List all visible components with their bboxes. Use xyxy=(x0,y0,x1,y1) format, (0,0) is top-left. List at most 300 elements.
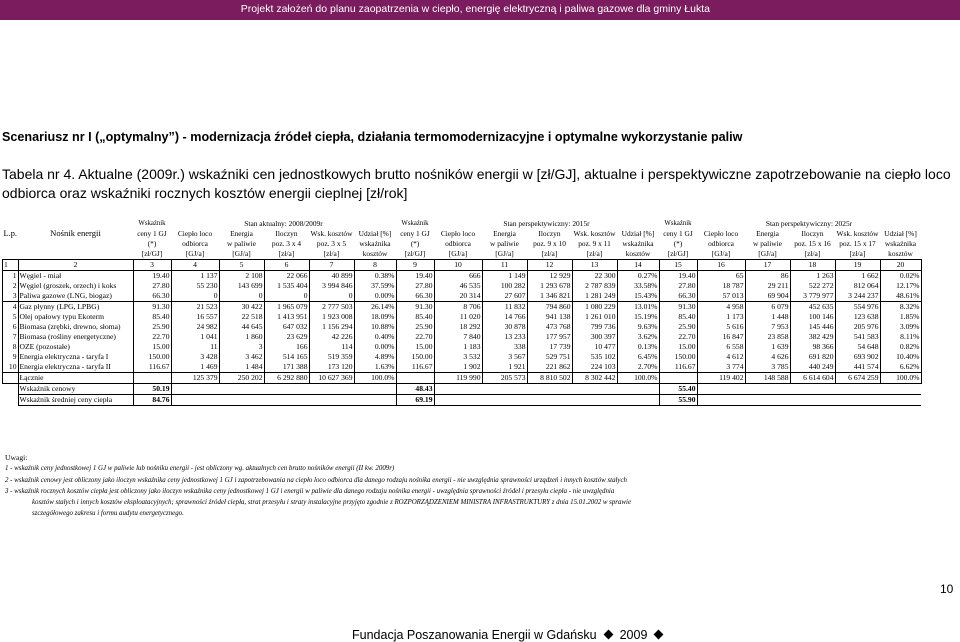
cell: 1 261 010 xyxy=(572,312,617,322)
cell: 21 523 xyxy=(171,302,219,313)
cell: 1 413 951 xyxy=(264,312,309,322)
cell: 3 994 846 xyxy=(309,281,354,291)
cell: 812 064 xyxy=(835,281,880,291)
cell: 1 535 404 xyxy=(264,281,309,291)
cell: 3 462 xyxy=(219,352,264,362)
cell: 145 446 xyxy=(790,322,835,332)
cell: 441 574 xyxy=(835,362,880,373)
row-name: Biomasa (zrębki, drewno, słoma) xyxy=(18,322,133,332)
cell: 1 137 xyxy=(171,271,219,282)
cell: 13 233 xyxy=(482,332,527,342)
cell: 1 156 294 xyxy=(309,322,354,332)
cell: 100.0% xyxy=(354,373,396,384)
column-number: 1 xyxy=(3,260,19,271)
cell: 116.67 xyxy=(133,362,171,373)
footer-org: Fundacja Poszanowania Energii w Gdańsku xyxy=(352,628,597,642)
cell: 8.11% xyxy=(880,332,921,342)
cell: 27 607 xyxy=(482,291,527,302)
cell: 1 346 821 xyxy=(527,291,572,302)
cell: 123 638 xyxy=(835,312,880,322)
table-body xyxy=(3,271,922,373)
row-lp: 3 xyxy=(3,291,19,302)
cell: 205 573 xyxy=(482,373,527,384)
row-lp: 10 xyxy=(3,362,19,373)
column-number-row xyxy=(3,260,922,271)
cell: 65 xyxy=(697,271,745,282)
cell: 1 149 xyxy=(482,271,527,282)
cell: 1 965 079 xyxy=(264,302,309,313)
cell: 1 860 xyxy=(219,332,264,342)
cell: 693 902 xyxy=(835,352,880,362)
row-lp: 8 xyxy=(3,342,19,352)
row-lp: 7 xyxy=(3,332,19,342)
table-row xyxy=(3,302,922,313)
cell: 23 629 xyxy=(264,332,309,342)
cell: 1 173 xyxy=(697,312,745,322)
cell: 114 xyxy=(309,342,354,352)
cell: 6 292 880 xyxy=(264,373,309,384)
sub-header: w paliwie xyxy=(227,239,256,249)
cell: 100 282 xyxy=(482,281,527,291)
cell: 85.40 xyxy=(396,312,434,322)
wskaznik-sredni-row xyxy=(3,395,922,406)
cell: 1 041 xyxy=(171,332,219,342)
footer-year: 2009 xyxy=(619,628,648,642)
sub-header: poz. 15 x 17 xyxy=(839,239,876,249)
column-number: 5 xyxy=(219,260,264,271)
cell: 19.40 xyxy=(396,271,434,282)
filler xyxy=(697,395,921,406)
group-2015: Stan perspektywiczny: 2015r xyxy=(503,219,590,229)
cell: 691 820 xyxy=(790,352,835,362)
cell: 85.40 xyxy=(133,312,171,322)
wskaznik-cenowy-row-value: 55.40 xyxy=(659,384,697,395)
cell: 22.70 xyxy=(659,332,697,342)
table-caption: Tabela nr 4. Aktualne (2009r.) wskaźniki cen jednostkowych brutto nośników energii w [zł/GJ], aktualne i perspektywiczne zapotrzebowanie na ciepło loco odbiorca oraz wskaźniki rocznych kosztów energii cieplnej [zł/rok] xyxy=(2,166,951,201)
cell: 9.63% xyxy=(617,322,659,332)
row-lp: 1 xyxy=(3,271,19,282)
cell: 25.90 xyxy=(133,322,171,332)
cell: 91.30 xyxy=(133,302,171,313)
sub-header: Ciepło loco xyxy=(703,229,739,239)
wskaznik-sredni-row-value: 69.19 xyxy=(396,395,434,406)
note-3-cont: szczegółowego zakresu i formu audytu energetycznego. xyxy=(32,510,184,518)
cell: 40 899 xyxy=(309,271,354,282)
cell: 0 xyxy=(264,291,309,302)
sub-header: wskaźnika xyxy=(884,239,917,249)
cell: 100.0% xyxy=(617,373,659,384)
table-row xyxy=(3,342,922,352)
sub-header: (*) xyxy=(147,239,157,249)
wskaznik-cenowy-row-label: Wskaźnik cenowy xyxy=(18,384,133,395)
cell: 0 xyxy=(309,291,354,302)
sub-header: [GJ/a] xyxy=(758,249,777,259)
cell: 8 706 xyxy=(434,302,482,313)
cell: 1.63% xyxy=(354,362,396,373)
cell: 18 787 xyxy=(697,281,745,291)
cell: 2.70% xyxy=(617,362,659,373)
row-lp: 4 xyxy=(3,302,19,313)
total-label: Łącznie xyxy=(18,373,133,384)
cell: 42 226 xyxy=(309,332,354,342)
cell: 12.17% xyxy=(880,281,921,291)
sub-header: odbiorca xyxy=(708,239,734,249)
cell: 6 558 xyxy=(697,342,745,352)
sub-header: Wsk. kosztów xyxy=(836,229,879,239)
column-number: 18 xyxy=(790,260,835,271)
wskaznik-label: Wskaźnik xyxy=(401,220,429,228)
cell: 514 165 xyxy=(264,352,309,362)
cell: 0.13% xyxy=(617,342,659,352)
cell: 6 079 xyxy=(745,302,790,313)
sub-header: poz. 9 x 11 xyxy=(578,239,611,249)
cell: 519 359 xyxy=(309,352,354,362)
cell: 1 902 xyxy=(434,362,482,373)
cell: 66.30 xyxy=(133,291,171,302)
column-number: 2 xyxy=(18,260,133,271)
table-row xyxy=(3,332,922,342)
cell: 0 xyxy=(219,291,264,302)
row-name: Energia elektryczna - taryfa I xyxy=(18,352,133,362)
cell: 44 645 xyxy=(219,322,264,332)
cell: 20 314 xyxy=(434,291,482,302)
cell: 221 862 xyxy=(527,362,572,373)
cell: 24 982 xyxy=(171,322,219,332)
sub-header: Udział [%] xyxy=(358,229,392,239)
sub-header: [zł/a] xyxy=(323,249,340,259)
sub-header: [zł/a] xyxy=(586,249,603,259)
sub-header: (*) xyxy=(673,239,683,249)
cell: 148 588 xyxy=(745,373,790,384)
cell: 150.00 xyxy=(659,352,697,362)
column-numbers xyxy=(3,260,922,271)
cell: 33.58% xyxy=(617,281,659,291)
cell: 3 774 xyxy=(697,362,745,373)
cell xyxy=(133,373,171,384)
scenario-title: Scenariusz nr I („optymalny”) - modernizacja źródeł ciepła, działania termomodernizacyjne i optymalne wykorzystanie paliw xyxy=(2,130,743,144)
cell: 91.30 xyxy=(659,302,697,313)
sub-header: wskaźnika xyxy=(359,239,391,249)
sub-header: ceny 1 GJ xyxy=(663,229,693,239)
sub-header: Energia xyxy=(493,229,516,239)
data-table xyxy=(2,219,922,406)
cell: 54 648 xyxy=(835,342,880,352)
note-1: 1 - wskaźnik ceny jednostkowej 1 GJ w paliwie lub nośniku energii - jest obliczony wg. aktualnych cen brutto nośników energii (II kw. 2009r) xyxy=(5,465,395,473)
group-2025: Stan perspektywiczny: 2025r xyxy=(765,219,853,229)
cell: 143 699 xyxy=(219,281,264,291)
cell: 27.80 xyxy=(133,281,171,291)
cell: 177 957 xyxy=(527,332,572,342)
cell: 100.0% xyxy=(880,373,921,384)
cell xyxy=(396,373,434,384)
cell: 119 990 xyxy=(434,373,482,384)
sub-header: odbiorca xyxy=(182,239,208,249)
column-number: 13 xyxy=(572,260,617,271)
sub-header: [GJ/a] xyxy=(185,249,205,259)
sub-header: Wsk. kosztów xyxy=(310,229,353,239)
wskaznik-sredni-row-value: 55.90 xyxy=(659,395,697,406)
column-number: 7 xyxy=(309,260,354,271)
cell: 4.89% xyxy=(354,352,396,362)
filler xyxy=(171,384,396,395)
cell: 16 847 xyxy=(697,332,745,342)
table-row xyxy=(3,312,922,322)
wskaznik-cenowy-row-value: 50.19 xyxy=(133,384,171,395)
sub-header: [GJ/a] xyxy=(495,249,514,259)
header-title: Projekt założeń do planu zaopatrzenia w ciepło, energię elektryczną i paliwa gazowe dla gminy Łukta xyxy=(240,3,710,15)
wskaznik-cenowy-row xyxy=(3,384,922,395)
cell: 17 739 xyxy=(527,342,572,352)
cell: 26.14% xyxy=(354,302,396,313)
sub-header: Iloczyn xyxy=(538,229,561,239)
cell: 125 379 xyxy=(171,373,219,384)
sub-header: [zł/GJ] xyxy=(667,249,689,259)
sub-header: wskaźnika xyxy=(622,239,654,249)
cell: 0.82% xyxy=(880,342,921,352)
filler xyxy=(434,384,659,395)
sub-header: Iloczyn xyxy=(801,229,824,239)
note-3-cont: kosztów stałych i innych kosztów eksploatacyjnych; sprawności źródeł ciepła, strat przesyłu i straty instalacyjne przyjęto zgodnie z ROZPORZĄDZENIEM MINISTRA INFRASTRUKTURY z dnia 15.01.2002 w sprawie xyxy=(32,499,632,507)
row-name: Gaz płynny (LPG, LPBG) xyxy=(18,302,133,313)
row-lp: 2 xyxy=(3,281,19,291)
cell: 2 777 503 xyxy=(309,302,354,313)
cell: 1 484 xyxy=(219,362,264,373)
cell: 18.09% xyxy=(354,312,396,322)
cell: 0.00% xyxy=(354,291,396,302)
cell: 7 840 xyxy=(434,332,482,342)
col-lp: L.p. xyxy=(3,229,17,239)
cell: 14 766 xyxy=(482,312,527,322)
cell: 15.00 xyxy=(659,342,697,352)
cell: 382 429 xyxy=(790,332,835,342)
cell: 6 614 604 xyxy=(790,373,835,384)
page-number: 10 xyxy=(940,582,954,596)
cell: 166 xyxy=(264,342,309,352)
row-lp: 9 xyxy=(3,352,19,362)
sub-header: Ciepło loco xyxy=(177,229,213,239)
row-lp: 5 xyxy=(3,312,19,322)
row-name: Olej opałowy typu Ekoterm xyxy=(18,312,133,322)
sub-header: Energia xyxy=(756,229,779,239)
column-number: 9 xyxy=(396,260,434,271)
cell: 27.80 xyxy=(659,281,697,291)
sub-header: Wsk. kosztów xyxy=(573,229,616,239)
header-band xyxy=(0,0,960,20)
table-summary xyxy=(3,373,922,406)
cell: 10.40% xyxy=(880,352,921,362)
row-name: Biomasa (rośliny energetyczne) xyxy=(18,332,133,342)
wskaznik-label: Wskaźnik xyxy=(664,220,692,228)
cell: 0 xyxy=(171,291,219,302)
wskaznik-cenowy-row-value: 48.43 xyxy=(396,384,434,395)
cell: 173 120 xyxy=(309,362,354,373)
cell: 3 428 xyxy=(171,352,219,362)
col-nosnik: Nośnik energii xyxy=(50,229,101,239)
cell: 647 032 xyxy=(264,322,309,332)
cell: 10 627 369 xyxy=(309,373,354,384)
table-row xyxy=(3,291,922,302)
table-row xyxy=(3,362,922,373)
column-number: 20 xyxy=(880,260,921,271)
notes-heading: Uwagi: xyxy=(5,453,28,462)
cell: 25.90 xyxy=(659,322,697,332)
cell: 941 138 xyxy=(527,312,572,322)
sub-header: [GJ/a] xyxy=(711,249,731,259)
cell: 91.30 xyxy=(396,302,434,313)
cell: 0.00% xyxy=(354,342,396,352)
sub-header: w paliwie xyxy=(490,239,519,249)
sub-header: odbiorca xyxy=(445,239,471,249)
cell: 12 929 xyxy=(527,271,572,282)
column-number: 17 xyxy=(745,260,790,271)
cell: 66.30 xyxy=(396,291,434,302)
cell: 1.85% xyxy=(880,312,921,322)
cell: 150.00 xyxy=(133,352,171,362)
cell: 1 921 xyxy=(482,362,527,373)
cell: 4 958 xyxy=(697,302,745,313)
column-number: 14 xyxy=(617,260,659,271)
row-lp xyxy=(3,395,19,406)
cell: 15.19% xyxy=(617,312,659,322)
cell: 30 878 xyxy=(482,322,527,332)
cell: 1 183 xyxy=(434,342,482,352)
cell: 37.59% xyxy=(354,281,396,291)
cell: 3 xyxy=(219,342,264,352)
cell: 98 366 xyxy=(790,342,835,352)
cell: 300 397 xyxy=(572,332,617,342)
row-name: OZE (pozostałe) xyxy=(18,342,133,352)
sub-header: ceny 1 GJ xyxy=(400,229,430,239)
sub-header: kosztów xyxy=(362,249,388,259)
cell: 116.67 xyxy=(396,362,434,373)
cell: 66.30 xyxy=(659,291,697,302)
cell: 473 768 xyxy=(527,322,572,332)
cell: 10.88% xyxy=(354,322,396,332)
sub-header: Udział [%] xyxy=(884,229,917,239)
cell: 86 xyxy=(745,271,790,282)
cell: 8 810 502 xyxy=(527,373,572,384)
sub-header: [zł/GJ] xyxy=(141,249,163,259)
cell: 25.90 xyxy=(396,322,434,332)
cell: 8.32% xyxy=(880,302,921,313)
table-row xyxy=(3,281,922,291)
cell: 15.43% xyxy=(617,291,659,302)
cell: 0.40% xyxy=(354,332,396,342)
cell: 55 230 xyxy=(171,281,219,291)
sub-header: Ciepło loco xyxy=(440,229,476,239)
cell: 554 976 xyxy=(835,302,880,313)
row-lp xyxy=(3,384,19,395)
cell: 6 674 259 xyxy=(835,373,880,384)
cell: 338 xyxy=(482,342,527,352)
cell: 2 108 xyxy=(219,271,264,282)
cell: 11 020 xyxy=(434,312,482,322)
sub-header: Iloczyn xyxy=(275,229,298,239)
note-2: 2 - wskaźnik cenowy jest obliczony jako iloczyn wskaźnika ceny jednostkowej 1 GJ i zapotrzebowania na ciepło loco odbiorca dla danego rodzaju nośnika energii - nie uwzględnia sprawności urządzeń i innych kosztów stałych xyxy=(5,476,627,484)
cell: 22 066 xyxy=(264,271,309,282)
cell: 1 662 xyxy=(835,271,880,282)
cell: 46 535 xyxy=(434,281,482,291)
column-number: 4 xyxy=(171,260,219,271)
column-number: 6 xyxy=(264,260,309,271)
table-row xyxy=(3,271,922,282)
column-number: 10 xyxy=(434,260,482,271)
cell: 8 302 442 xyxy=(572,373,617,384)
sub-header: kosztów xyxy=(625,249,651,259)
cell: 19.40 xyxy=(659,271,697,282)
cell: 3 779 977 xyxy=(790,291,835,302)
footer xyxy=(352,628,670,642)
cell: 116.67 xyxy=(659,362,697,373)
cell: 0.27% xyxy=(617,271,659,282)
cell: 1 639 xyxy=(745,342,790,352)
sub-header: poz. 3 x 5 xyxy=(316,239,347,249)
cell: 15.00 xyxy=(133,342,171,352)
cell: 18 292 xyxy=(434,322,482,332)
cell: 5 616 xyxy=(697,322,745,332)
cell: 6.45% xyxy=(617,352,659,362)
diamond-icon xyxy=(654,630,664,640)
filler xyxy=(171,395,396,406)
filler xyxy=(434,395,659,406)
note-3: 3 - wskaźnik rocznych kosztów ciepła jest obliczony jako iloczyn wskaźnika ceny jednostkowej 1 GJ i energii w paliwie dla danego rodzaju nośnika energii - uwzględnia sprawności źródeł i przesyłu ciepła - nie uwzględnia xyxy=(5,487,615,495)
cell: 6.62% xyxy=(880,362,921,373)
sub-header: ceny 1 GJ xyxy=(137,229,167,239)
cell: 205 976 xyxy=(835,322,880,332)
cell: 30 422 xyxy=(219,302,264,313)
cell: 452 635 xyxy=(790,302,835,313)
table-row xyxy=(3,352,922,362)
sub-header: (*) xyxy=(410,239,420,249)
filler xyxy=(697,384,921,395)
total-row xyxy=(3,373,922,384)
cell: 2 787 839 xyxy=(572,281,617,291)
column-number: 8 xyxy=(354,260,396,271)
cell: 1 281 249 xyxy=(572,291,617,302)
cell: 22 518 xyxy=(219,312,264,322)
column-number: 3 xyxy=(133,260,171,271)
cell: 22 300 xyxy=(572,271,617,282)
cell xyxy=(659,373,697,384)
cell: 150.00 xyxy=(396,352,434,362)
cell: 1 293 678 xyxy=(527,281,572,291)
diamond-icon xyxy=(603,630,613,640)
cell: 3.09% xyxy=(880,322,921,332)
cell: 15.00 xyxy=(396,342,434,352)
cell: 3 532 xyxy=(434,352,482,362)
column-number: 12 xyxy=(527,260,572,271)
cell: 1 263 xyxy=(790,271,835,282)
cell: 27.80 xyxy=(396,281,434,291)
cell: 3 567 xyxy=(482,352,527,362)
cell: 1 923 008 xyxy=(309,312,354,322)
cell: 529 751 xyxy=(527,352,572,362)
cell: 119 402 xyxy=(697,373,745,384)
cell: 3 785 xyxy=(745,362,790,373)
sub-header: [GJ/a] xyxy=(448,249,468,259)
cell: 7 953 xyxy=(745,322,790,332)
notes xyxy=(5,452,935,520)
sub-header: [GJ/a] xyxy=(232,249,251,259)
sub-header: kosztów xyxy=(888,249,913,259)
column-number: 16 xyxy=(697,260,745,271)
cell: 224 103 xyxy=(572,362,617,373)
cell: 666 xyxy=(434,271,482,282)
group-current: Stan aktualny: 2008/2009r xyxy=(244,219,323,229)
sub-header: Udział [%] xyxy=(621,229,655,239)
wskaznik-label: Wskaźnik xyxy=(138,220,166,228)
cell: 69 904 xyxy=(745,291,790,302)
